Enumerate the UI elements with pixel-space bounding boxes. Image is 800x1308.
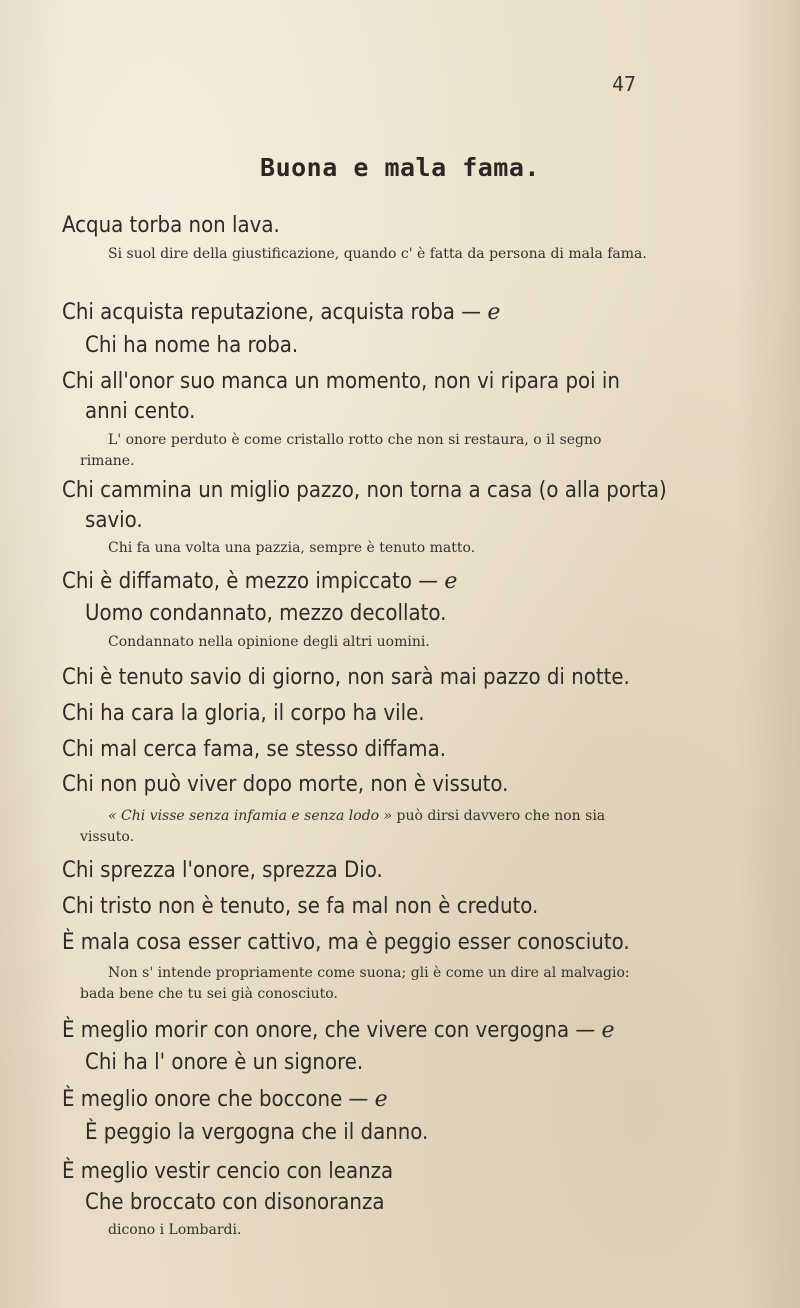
explanatory-note: Chi fa una volta una pazzia, sempre è tenuto matto. [108,540,476,556]
proverb-line: Chi ha nome ha roba. [85,333,299,358]
proverb-line: Chi ha cara la gloria, il corpo ha vile. [62,701,425,726]
proverb-line: Che broccato con disonoranza [85,1190,385,1215]
explanatory-note: Si suol dire della giustificazione, quando c' è fatta da persona di mala fama. [108,246,647,262]
proverb-line: Chi ha l' onore è un signore. [85,1050,364,1075]
proverb-line: Acqua torba non lava. [62,213,280,238]
proverb-line: Chi tristo non è tenuto, se fa mal non è creduto. [62,894,539,919]
proverb-line: È meglio vestir cencio con leanza [62,1159,394,1184]
explanatory-note: L' onore perduto è come cristallo rotto che non si restaura, o il segno rimane. [80,432,602,469]
explanatory-note: dicono i Lombardi. [108,1222,242,1238]
proverb-line: È meglio onore che boccone — e [62,1087,388,1112]
proverb-line: anni cento. [85,399,196,424]
proverb-line: Chi sprezza l'onore, sprezza Dio. [62,858,383,883]
proverb-line: Chi acquista reputazione, acquista roba — e [62,300,501,325]
proverb-line: Chi mal cerca fama, se stesso diffama. [62,737,446,762]
explanatory-note: Condannato nella opinione degli altri uomini. [108,634,430,650]
proverb-line: È mala cosa esser cattivo, ma è peggio esser conosciuto. [62,930,630,955]
chapter-title: Buona e mala fama. [260,153,540,182]
proverb-line: Chi all'onor suo manca un momento, non vi ripara poi in [62,369,620,394]
proverb-line: È peggio la vergogna che il danno. [85,1120,429,1145]
proverb-line: Chi è diffamato, è mezzo impiccato — e [62,569,458,594]
explanatory-note: « Chi visse senza infamia e senza lodo » può dirsi davvero che non sia vissuto. [80,808,606,845]
page-number: 47 [612,72,637,96]
proverb-line: Chi non può viver dopo morte, non è vissuto. [62,772,509,797]
proverb-line: savio. [85,508,143,533]
proverb-line: È meglio morir con onore, che vivere con vergogna — e [62,1018,615,1043]
proverb-line: Chi è tenuto savio di giorno, non sarà mai pazzo di notte. [62,665,630,690]
explanatory-note: Non s' intende propriamente come suona; gli è come un dire al malvagio: bada bene che tu sei già conosciuto. [80,965,630,1002]
proverb-line: Chi cammina un miglio pazzo, non torna a casa (o alla porta) [62,478,667,503]
proverb-line: Uomo condannato, mezzo decollato. [85,601,447,626]
